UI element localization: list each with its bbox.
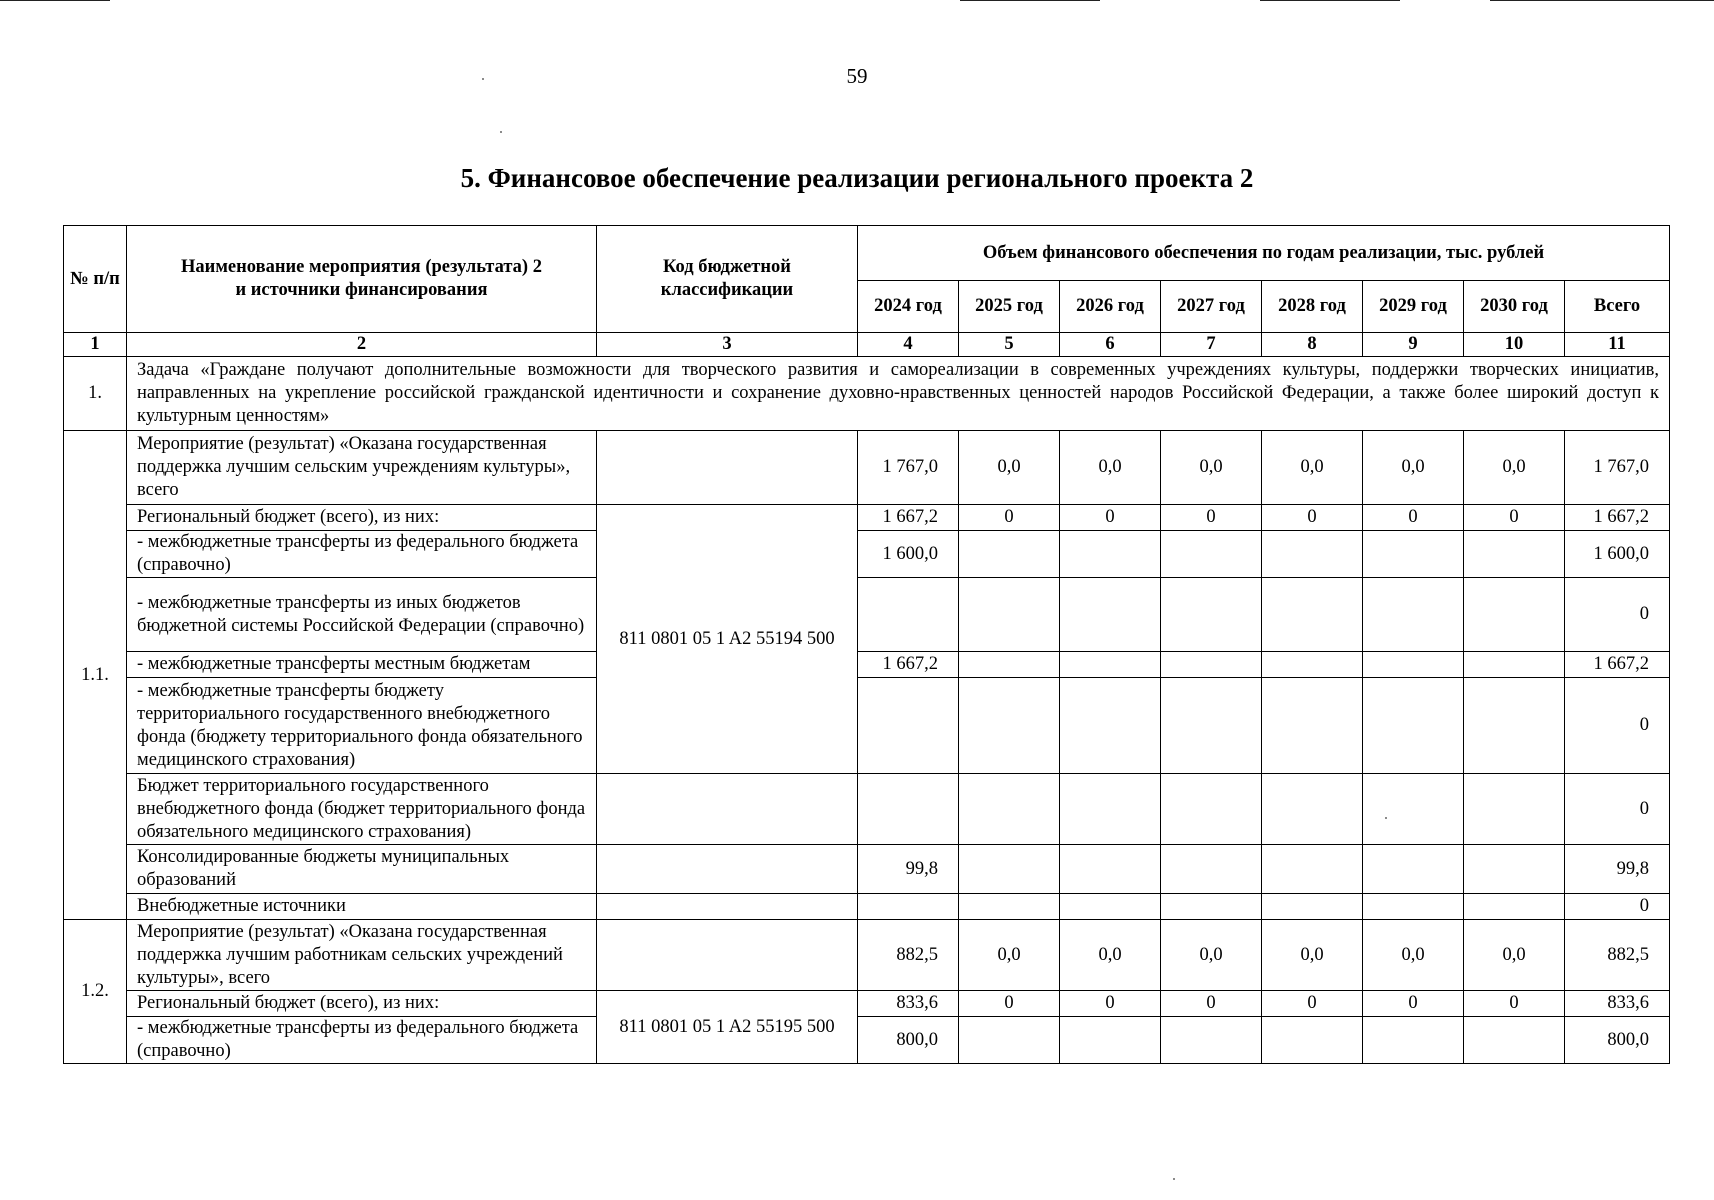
year-value — [1161, 845, 1262, 894]
year-value — [1161, 774, 1262, 845]
column-number: 6 — [1060, 333, 1161, 357]
year-value: 0 — [1464, 505, 1565, 531]
year-value: 0 — [1262, 991, 1363, 1017]
item-number: 1.1. — [64, 431, 127, 920]
year-value — [1262, 1017, 1363, 1064]
code-cell-empty — [597, 431, 858, 505]
year-value — [1363, 894, 1464, 920]
year-value: 0,0 — [1363, 431, 1464, 505]
table-row — [64, 774, 1670, 845]
code-cell-empty — [597, 894, 858, 920]
year-value — [1161, 678, 1262, 774]
year-value: 0 — [959, 991, 1060, 1017]
year-value: 0 — [1161, 991, 1262, 1017]
year-value — [959, 531, 1060, 578]
funding-source-name: - межбюджетные трансферты из федерального бюджета (справочно) — [127, 531, 597, 578]
column-number: 2 — [127, 333, 597, 357]
code-cell-empty — [597, 920, 858, 991]
year-value: 1 600,0 — [858, 531, 959, 578]
total-value: 0 — [1565, 678, 1670, 774]
year-value: 0 — [1161, 505, 1262, 531]
year-value — [1262, 531, 1363, 578]
year-value — [1060, 578, 1161, 652]
year-value — [1464, 1017, 1565, 1064]
task-row — [64, 357, 1670, 431]
table-row — [64, 991, 1670, 1017]
header-year: 2029 год — [1363, 281, 1464, 333]
funding-source-name: Бюджет территориального государственного внебюджетного фонда (бюджет территориального фонда обязательного медицинского страхования) — [127, 774, 597, 845]
total-value: 833,6 — [1565, 991, 1670, 1017]
scan-edge-mark — [1490, 0, 1714, 1]
header-name — [127, 226, 597, 333]
year-value — [1464, 774, 1565, 845]
year-value: 0 — [1363, 505, 1464, 531]
table-row — [64, 678, 1670, 774]
year-value — [1363, 531, 1464, 578]
table-row — [64, 652, 1670, 678]
header-code-line2: классификации — [660, 280, 794, 300]
year-value — [959, 845, 1060, 894]
year-value — [1363, 1017, 1464, 1064]
year-value — [1060, 531, 1161, 578]
year-value: 0,0 — [959, 920, 1060, 991]
total-value: 882,5 — [1565, 920, 1670, 991]
year-value: 99,8 — [858, 845, 959, 894]
code-cell-empty — [597, 774, 858, 845]
header-name-line1: Наименование мероприятия (результата) 2 — [181, 257, 542, 277]
total-value: 1 667,2 — [1565, 505, 1670, 531]
year-value: 0,0 — [1363, 920, 1464, 991]
header-year: 2028 год — [1262, 281, 1363, 333]
year-value — [959, 652, 1060, 678]
header-year: 2030 год — [1464, 281, 1565, 333]
year-value — [1161, 894, 1262, 920]
year-value: 0 — [1060, 991, 1161, 1017]
year-value — [1060, 774, 1161, 845]
total-value: 1 600,0 — [1565, 531, 1670, 578]
header-year: 2026 год — [1060, 281, 1161, 333]
total-value: 1 667,2 — [1565, 652, 1670, 678]
table-row — [64, 1017, 1670, 1064]
header-volume: Объем финансового обеспечения по годам реализации, тыс. рублей — [858, 226, 1670, 281]
year-value — [1262, 774, 1363, 845]
column-number: 7 — [1161, 333, 1262, 357]
funding-source-name: Внебюджетные источники — [127, 894, 597, 920]
year-value — [1464, 531, 1565, 578]
year-value — [959, 774, 1060, 845]
year-value: 0 — [1363, 991, 1464, 1017]
total-value: 800,0 — [1565, 1017, 1670, 1064]
financing-table — [63, 225, 1670, 1064]
year-value — [1161, 531, 1262, 578]
table-row — [64, 431, 1670, 505]
year-value — [858, 774, 959, 845]
budget-code: 811 0801 05 1 A2 55195 500 — [597, 991, 858, 1064]
year-value: 0,0 — [1262, 431, 1363, 505]
year-value — [1161, 578, 1262, 652]
task-text: Задача «Граждане получают дополнительные возможности для творческого развития и самореализации в современных учреждениях культуры, поддержки творческих инициатив, направленных на укрепление российской гражданской идентичности и сохранение духовно-нравственных ценностей народов Российской Федерации, а также более широкий доступ к культурным ценностям» — [127, 357, 1670, 431]
year-value — [959, 894, 1060, 920]
header-code — [597, 226, 858, 333]
column-number: 10 — [1464, 333, 1565, 357]
total-value: 0 — [1565, 894, 1670, 920]
column-number: 3 — [597, 333, 858, 357]
year-value: 0,0 — [1161, 431, 1262, 505]
code-cell-empty — [597, 845, 858, 894]
scan-speck — [500, 131, 502, 133]
year-value: 0,0 — [1161, 920, 1262, 991]
year-value — [1464, 652, 1565, 678]
year-value: 0,0 — [1060, 920, 1161, 991]
header-year: 2027 год — [1161, 281, 1262, 333]
year-value — [858, 678, 959, 774]
column-number: 4 — [858, 333, 959, 357]
year-value: 882,5 — [858, 920, 959, 991]
budget-code: 811 0801 05 1 A2 55194 500 — [597, 505, 858, 774]
activity-name: Мероприятие (результат) «Оказана государственная поддержка лучшим сельским учреждениям культуры», всего — [127, 431, 597, 505]
year-value — [858, 578, 959, 652]
funding-source-name: - межбюджетные трансферты местным бюджетам — [127, 652, 597, 678]
year-value — [1060, 845, 1161, 894]
funding-source-name: Региональный бюджет (всего), из них: — [127, 505, 597, 531]
column-number: 9 — [1363, 333, 1464, 357]
task-number: 1. — [64, 357, 127, 431]
year-value — [1464, 845, 1565, 894]
year-value — [1464, 578, 1565, 652]
year-value: 1 667,2 — [858, 505, 959, 531]
year-value — [1464, 678, 1565, 774]
header-code-line1: Код бюджетной — [663, 257, 791, 277]
year-value: 0 — [1262, 505, 1363, 531]
header-number — [64, 226, 127, 333]
year-value: 0 — [1060, 505, 1161, 531]
funding-source-name: - межбюджетные трансферты из иных бюджетов бюджетной системы Российской Федерации (справочно) — [127, 578, 597, 652]
year-value: 833,6 — [858, 991, 959, 1017]
funding-source-name: Консолидированные бюджеты муниципальных образований — [127, 845, 597, 894]
column-number: 5 — [959, 333, 1060, 357]
total-value: 0 — [1565, 578, 1670, 652]
year-value: 1 767,0 — [858, 431, 959, 505]
scan-edge-mark — [1260, 0, 1400, 1]
column-number: 1 — [64, 333, 127, 357]
header-name-line2: и источники финансирования — [235, 280, 488, 300]
year-value — [1262, 845, 1363, 894]
total-value: 99,8 — [1565, 845, 1670, 894]
year-value — [1262, 578, 1363, 652]
header-year: 2024 год — [858, 281, 959, 333]
item-number: 1.2. — [64, 920, 127, 1064]
document-title: 5. Финансовое обеспечение реализации регионального проекта 2 — [460, 163, 1254, 193]
year-value — [1060, 1017, 1161, 1064]
table-row — [64, 894, 1670, 920]
table-row — [64, 845, 1670, 894]
scan-speck — [1173, 1178, 1175, 1180]
scan-edge-mark — [0, 0, 110, 1]
header-year: 2025 год — [959, 281, 1060, 333]
year-value — [959, 1017, 1060, 1064]
table-row — [64, 531, 1670, 578]
activity-name: Мероприятие (результат) «Оказана государственная поддержка лучшим работникам сельских учреждений культуры», всего — [127, 920, 597, 991]
year-value — [1161, 652, 1262, 678]
funding-source-name: - межбюджетные трансферты из федерального бюджета (справочно) — [127, 1017, 597, 1064]
year-value — [1060, 652, 1161, 678]
year-value: 0 — [1464, 991, 1565, 1017]
total-value: 1 767,0 — [1565, 431, 1670, 505]
year-value: 0,0 — [959, 431, 1060, 505]
year-value — [1262, 652, 1363, 678]
column-number: 11 — [1565, 333, 1670, 357]
year-value: 1 667,2 — [858, 652, 959, 678]
year-value — [1363, 652, 1464, 678]
scan-edge-mark — [960, 0, 1100, 1]
year-value — [959, 678, 1060, 774]
header-number-label: № п/п — [70, 268, 120, 289]
funding-source-name: - межбюджетные трансферты бюджету территориального государственного внебюджетного фонда (бюджету территориального фонда обязательного медицинского страхования) — [127, 678, 597, 774]
year-value — [858, 894, 959, 920]
year-value — [959, 578, 1060, 652]
year-value — [1363, 678, 1464, 774]
year-value — [1060, 678, 1161, 774]
year-value — [1363, 578, 1464, 652]
column-number: 8 — [1262, 333, 1363, 357]
table-row — [64, 578, 1670, 652]
year-value: 0,0 — [1262, 920, 1363, 991]
year-value — [1363, 774, 1464, 845]
year-value — [1464, 894, 1565, 920]
page-number: 59 — [846, 64, 868, 88]
year-value — [1262, 678, 1363, 774]
table-row — [64, 920, 1670, 991]
year-value — [1161, 1017, 1262, 1064]
year-value — [1262, 894, 1363, 920]
year-value — [1363, 845, 1464, 894]
year-value: 800,0 — [858, 1017, 959, 1064]
year-value: 0,0 — [1464, 431, 1565, 505]
year-value: 0,0 — [1464, 920, 1565, 991]
year-value: 0 — [959, 505, 1060, 531]
table-row — [64, 505, 1670, 531]
header-total: Всего — [1565, 281, 1670, 333]
year-value — [1060, 894, 1161, 920]
total-value: 0 — [1565, 774, 1670, 845]
funding-source-name: Региональный бюджет (всего), из них: — [127, 991, 597, 1017]
year-value: 0,0 — [1060, 431, 1161, 505]
